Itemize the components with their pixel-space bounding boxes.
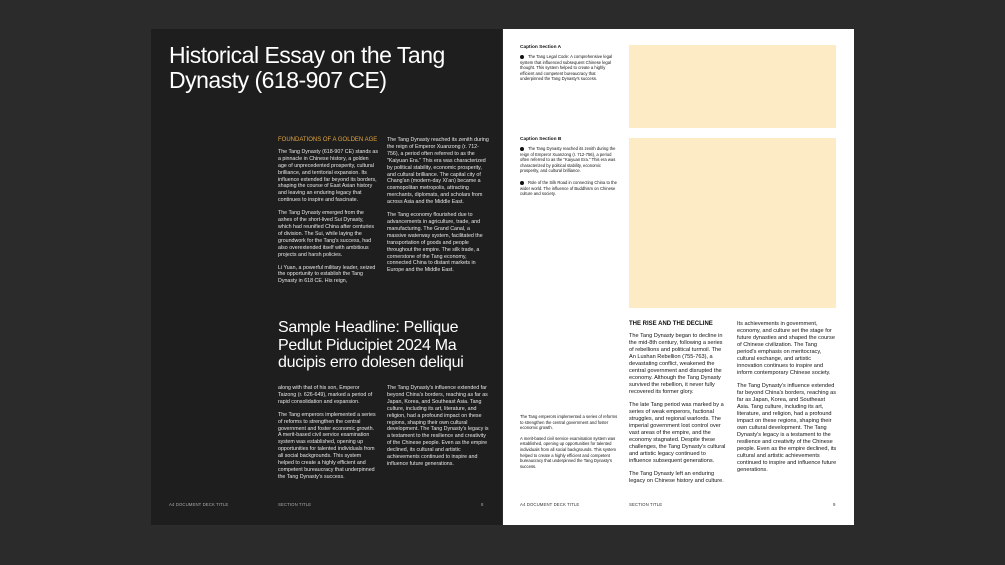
image-placeholder-top xyxy=(629,45,836,128)
bullet-icon xyxy=(520,147,524,151)
bottom-caption-para: The Tang emperors implemented a series of reforms to strengthen the central government and foster economic growth. xyxy=(520,414,618,431)
paragraph: The Tang Dynasty left an enduring legacy on Chinese history and culture. xyxy=(629,471,724,484)
footer-deck-title: A4 DOCUMENT DECK TITLE xyxy=(520,502,580,507)
caption-a-text-row xyxy=(520,54,620,82)
paragraph: The late Tang period was marked by a series of weak emperors, factional struggles, and regional warlords. The imperial government lost control over vast areas of the empire, and the economy stagnated. Despite these challenges, the Tang Dynasty's cultural and artistic legacy continued to influence subsequent generations. xyxy=(629,402,726,464)
paragraph: The Tang emperors implemented a series of reforms to strengthen the central government and foster economic growth. A merit-based civil service examination system was established, opening up opportunities for talented individuals from all social backgrounds. This system helped to create a highly efficient and competent bureaucracy that underpinned the Tang Dynasty's success. xyxy=(278,411,376,480)
bullet-icon xyxy=(520,181,524,185)
caption-b-item: Role of the Silk Road in connecting China to the wider world. The influence of Buddhism on Chinese culture and society. xyxy=(520,179,617,197)
rise-decline-column-2 xyxy=(737,321,837,480)
paragraph: The Tang Dynasty emerged from the ashes of the short-lived Sui Dynasty, which had reunified China after centuries of division. The Sui, while laying the groundwork for the Tang's success, had also overextended itself with ambitious projects and harsh policies. xyxy=(278,210,374,258)
footer-section-title: SECTION TITLE xyxy=(629,502,663,507)
sample-headline: Sample Headline: Pellique Pedlut Piducipiet 2024 Ma ducipis erro dolesen deliqui xyxy=(278,319,464,371)
essay-column-4 xyxy=(387,385,489,474)
rise-decline-heading: THE RISE AND THE DECLINE xyxy=(629,321,713,327)
left-page xyxy=(151,29,502,525)
paragraph: The Tang Dynasty's influence extended far beyond China's borders, reaching as far as Japan, Korea, and Southeast Asia. Tang culture, including its art, literature, and religion, had a profound impact on these regions, shaping their own cultural development. The Tang Dynasty's legacy is a testament to the resilience and creativity of the Chinese people. Even as the empire declined, its cultural and artistic achievements continued to inspire and influence future generations. xyxy=(387,385,489,467)
caption-b-title: Caption Section B xyxy=(520,137,562,142)
paragraph: The Tang economy flourished due to advancements in agriculture, trade, and manufacturing. The Grand Canal, a massive waterway system, facilitated the transportation of goods and people throughout the empire. The silk trade, a cornerstone of the Tang economy, connected China to distant markets in Europe and the Middle East. xyxy=(387,212,483,274)
paragraph: Li Yuan, a powerful military leader, seized the opportunity to establish the Tang Dynasty in 618 CE. His reign, xyxy=(278,264,376,285)
paragraph: The Tang Dynasty's influence extended far beyond China's borders, reaching as far as Japan, Korea, and Southeast Asia. Tang culture, including its art, literature, and religion, had a profound impact on these regions, shaping their own cultural development. The Tang Dynasty's legacy is a testament to the resilience and creativity of the Chinese people. Even as the empire declined, its cultural and artistic achievements continued to inspire and influence future generations. xyxy=(737,383,837,473)
paragraph: The Tang Dynasty began to decline in the mid-8th century, following a series of rebellions and political turmoil. The An Lushan Rebellion (755-763), a devastating conflict, weakened the central government and disrupted the economy. Although the Tang Dynasty survived the rebellion, it never fully recovered its former glory. xyxy=(629,333,723,395)
page-number: 8 xyxy=(481,502,484,507)
footer-section-title: SECTION TITLE xyxy=(278,502,312,507)
section-kicker: FOUNDATIONS OF A GOLDEN AGE xyxy=(278,137,378,143)
page-title: Historical Essay on the Tang Dynasty (618-907 CE) xyxy=(169,42,445,93)
right-page xyxy=(503,29,854,525)
bottom-caption xyxy=(520,414,620,469)
caption-b-item: The Tang Dynasty reached its zenith during the reign of Emperor Xuanzong (r. 712-756), a period often referred to as the "Kaiyuan Era." This era was characterized by political stability, economic prosperity, and cultural brilliance. xyxy=(520,146,616,174)
essay-column-1 xyxy=(278,137,378,291)
bottom-caption-para: A merit-based civil service examination system was established, opening up opportunities for talented individuals from all social backgrounds. This system helped to create a highly efficient and competent bureaucracy that underpinned the Tang Dynasty's success. xyxy=(520,435,617,469)
footer-deck-title: A4 DOCUMENT DECK TITLE xyxy=(169,502,229,507)
paragraph: Its achievements in government, economy, and culture set the stage for future dynasties and shaped the course of Chinese civilization. The Tang period's emphasis on meritocracy, cultural exchange, and artistic innovation continues to inspire and inform contemporary Chinese society. xyxy=(737,321,835,376)
caption-a-title: Caption Section A xyxy=(520,45,562,50)
paragraph: The Tang Dynasty reached its zenith during the reign of Emperor Xuanzong (r. 712-756), a period often referred to as the "Kaiyuan Era." This era was characterized by political stability, economic prosperity, and cultural brilliance. The capital city of Chang'an (modern-day Xi'an) became a cosmopolitan metropolis, attracting merchants, diplomats, and scholars from across Asia and the Middle East. xyxy=(387,137,489,206)
caption-section-a xyxy=(520,45,620,82)
image-placeholder-main xyxy=(629,138,836,308)
paragraph: along with that of his son, Emperor Taizong (r. 626-649), marked a period of rapid consolidation and expansion. xyxy=(278,385,373,405)
page-number: 9 xyxy=(833,502,836,507)
caption-section-b xyxy=(520,137,620,197)
caption-a-text: The Tang Legal Code: A comprehensive legal system that influenced subsequent Chinese legal thought. This system helped to create a highly efficient and competent bureaucracy that underpinned the Tang Dynasty's success. xyxy=(520,54,613,82)
rise-decline-column-1 xyxy=(629,321,727,491)
essay-column-3 xyxy=(278,385,378,487)
bullet-icon xyxy=(520,55,524,59)
essay-column-2 xyxy=(387,137,489,280)
paragraph: The Tang Dynasty (618-907 CE) stands as a pinnacle in Chinese history, a golden age of unprecedented prosperity, cultural brilliance, and territorial expansion. Its influence extended far beyond its borders, shaping the course of East Asian history and leaving an enduring legacy that continues to inspire and fascinate. xyxy=(278,148,379,204)
